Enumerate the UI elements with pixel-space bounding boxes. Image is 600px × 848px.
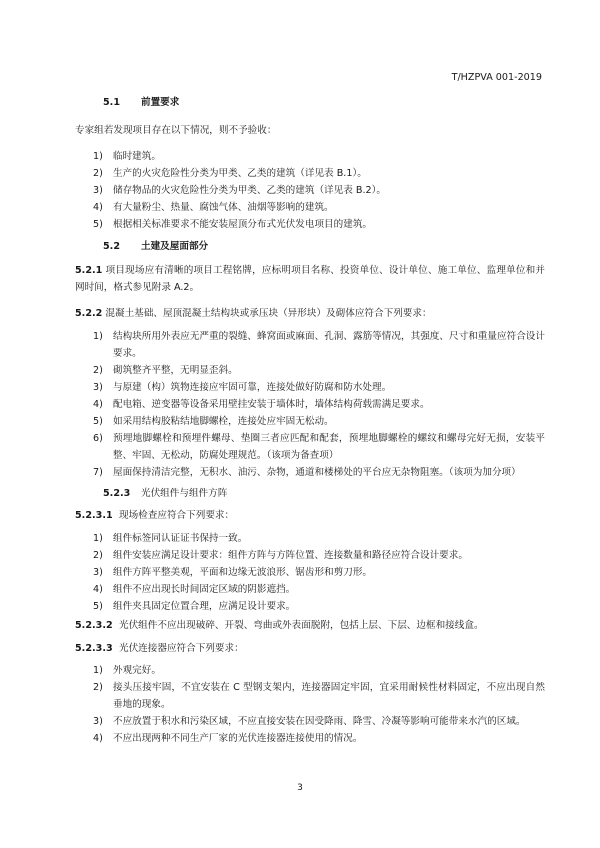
list-item-number: 2) (93, 550, 103, 561)
list-item-text: 不应放置于积水和污染区域，不应直接安装在因受降雨、降雪、冷凝等影响可能带来水汽的区域。 (113, 716, 526, 727)
list-item-text: 有大量粉尘、热量、腐蚀气体、油烟等影响的建筑。 (113, 202, 334, 213)
list-item-number: 5) (93, 601, 103, 612)
list-item-number: 7) (93, 467, 103, 478)
list-item (75, 581, 545, 598)
list-item-number: 1) (93, 151, 103, 162)
list-item (75, 598, 545, 615)
list-item-number: 4) (93, 399, 103, 410)
clause-5-2-3-2 (75, 617, 545, 634)
list-item-text: 接头压接牢固，不宜安装在 C 型钢支架内，连接器固定牢固，宜采用耐候性材料固定，不应出现自然垂地的现象。 (113, 682, 545, 710)
list-item-text: 生产的火灾危险性分类为甲类、乙类的建筑（详见表 B.1）。 (113, 168, 367, 179)
list-item (75, 199, 545, 216)
list-item (75, 547, 545, 564)
list-item-number: 4) (93, 584, 103, 595)
clause-5-2-1 (75, 262, 545, 296)
list-item (75, 182, 545, 199)
list-item (75, 165, 545, 182)
list-item (75, 730, 545, 747)
section-5-1-heading (75, 94, 545, 111)
clause-text: 项目现场应有清晰的项目工程铭牌，应标明项目名称、投资单位、设计单位、施工单位、监理单位和并网时间，格式参见附录 A.2。 (75, 265, 545, 293)
list-item-text: 组件标签同认证证书保持一致。 (113, 533, 248, 544)
list-item (75, 679, 545, 713)
clause-number: 5.2.3.1 (75, 510, 113, 521)
clause-5-2-3-1 (75, 507, 545, 524)
list-item (75, 362, 545, 379)
list-item-text: 如采用结构胶粘结地脚螺栓，连接处应牢固无松动。 (113, 416, 334, 427)
list-item (75, 430, 545, 464)
list-item-number: 3) (93, 382, 103, 393)
clause-number: 5.2.2 (75, 308, 103, 319)
list-item-number: 2) (93, 168, 103, 179)
clause-number: 5.2.3.2 (75, 620, 113, 631)
clause-5-2-3-3-list (75, 662, 545, 747)
list-item (75, 530, 545, 547)
list-item-number: 5) (93, 416, 103, 427)
list-item (75, 379, 545, 396)
clause-5-2-3-1-list (75, 530, 545, 615)
section-number: 5.1 (103, 97, 120, 108)
clause-text: 现场检查应符合下列要求： (119, 510, 235, 521)
list-item-text: 砌筑整齐平整，无明显歪斜。 (113, 365, 238, 376)
list-item-text: 根据相关标准要求不能安装屋顶分布式光伏发电项目的建筑。 (113, 219, 373, 230)
list-item-number: 6) (93, 433, 103, 444)
list-item (75, 216, 545, 233)
list-item-text: 组件方阵平整美观，平面和边缘无波浪形、锯齿形和剪刀形。 (113, 567, 373, 578)
list-item-number: 4) (93, 733, 103, 744)
section-5-2-heading (75, 238, 545, 255)
list-item (75, 148, 545, 165)
list-item (75, 464, 545, 481)
clause-text: 光伏连接器应符合下列要求： (119, 643, 244, 654)
clause-5-2-3-3 (75, 640, 545, 657)
section-title: 土建及屋面部分 (141, 241, 209, 252)
list-item-text: 不应出现两种不同生产厂家的光伏连接器连接使用的情况。 (113, 733, 363, 744)
page-number: 3 (297, 783, 303, 793)
list-item-number: 3) (93, 185, 103, 196)
list-item (75, 396, 545, 413)
list-item-number: 2) (93, 682, 103, 693)
list-item (75, 564, 545, 581)
list-item-number: 3) (93, 567, 103, 578)
list-item-text: 组件不应出现长时间固定区域的阴影遮挡。 (113, 584, 296, 595)
list-item-text: 组件夹具固定位置合理，应满足设计要求。 (113, 601, 296, 612)
section-5-2-3-heading (75, 485, 545, 502)
standard-id: T/HZPVA 001-2019 (451, 72, 542, 83)
list-item-number: 5) (93, 219, 103, 230)
clause-number: 5.2.3.3 (75, 643, 113, 654)
list-item-number: 2) (93, 365, 103, 376)
section-number: 5.2 (103, 241, 120, 252)
list-item-text: 与原建（构）筑物连接应牢固可靠，连接处做好防腐和防水处理。 (113, 382, 392, 393)
list-item (75, 328, 545, 362)
clause-text: 混凝土基础、屋顶混凝土结构块或承压块（异形块）及砌体应符合下列要求： (105, 308, 432, 319)
list-item-text: 临时建筑。 (113, 151, 161, 162)
list-item-text: 组件安装应满足设计要求：组件方阵与方阵位置、连接数量和路径应符合设计要求。 (113, 550, 468, 561)
list-item-text: 预埋地脚螺栓和预埋件螺母、垫圈三者应匹配和配套，预埋地脚螺栓的螺纹和螺母完好无损，安装平整、牢固、无松动，防腐处理规范。（该项为备查项） (113, 433, 545, 461)
section-5-1-list (75, 148, 545, 233)
clause-5-2-2 (75, 305, 545, 322)
list-item-text: 外观完好。 (113, 665, 161, 676)
section-number: 5.2.3 (103, 488, 131, 499)
list-item (75, 413, 545, 430)
clause-number: 5.2.1 (75, 265, 103, 276)
section-title: 光伏组件与组件方阵 (141, 488, 228, 499)
list-item-text: 配电箱、逆变器等设备采用壁挂安装于墙体时，墙体结构荷载需满足要求。 (113, 399, 430, 410)
list-item-number: 4) (93, 202, 103, 213)
clause-text: 光伏组件不应出现破碎、开裂、弯曲或外表面脱附，包括上层、下层、边框和接线盒。 (119, 620, 484, 631)
intro-text: 专家组若发现项目存在以下情况，则不予验收： (75, 125, 277, 136)
list-item-number: 3) (93, 716, 103, 727)
clause-5-2-2-list (75, 328, 545, 481)
list-item-number: 1) (93, 665, 103, 676)
list-item (75, 713, 545, 730)
list-item-text: 屋面保持清洁完整，无积水、油污、杂物，通道和楼梯处的平台应无杂物阻塞。（该项为加分项） (113, 467, 521, 478)
list-item-number: 1) (93, 331, 103, 342)
section-5-1-intro (75, 122, 545, 139)
section-title: 前置要求 (141, 97, 180, 108)
list-item-number: 1) (93, 533, 103, 544)
list-item-text: 储存物品的火灾危险性分类为甲类、乙类的建筑（详见表 B.2）。 (113, 185, 387, 196)
list-item-text: 结构块所用外表应无严重的裂缝、蜂窝面或麻面、孔洞、露筋等情况，其强度、尺寸和重量应符合设计要求。 (113, 331, 545, 359)
list-item (75, 662, 545, 679)
